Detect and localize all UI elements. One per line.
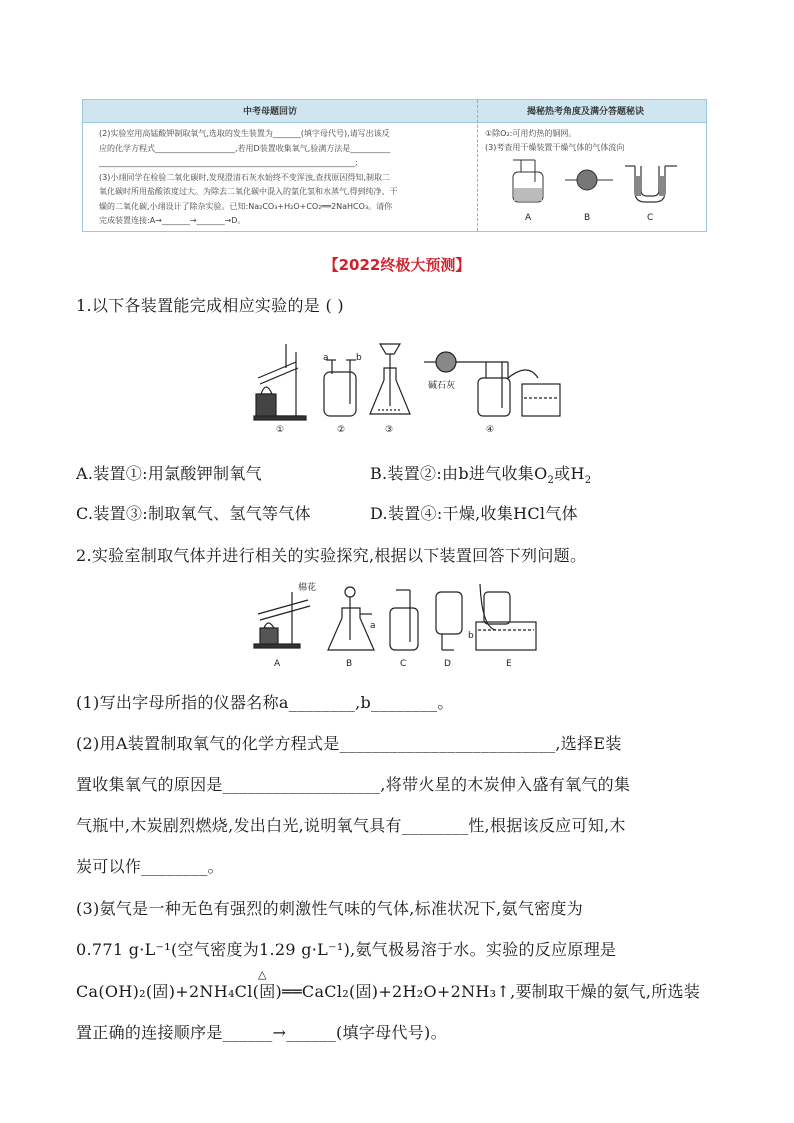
ref-line: (3)小翊同学在检验二氧化碳时,发现澄清石灰水始终不变浑浊,查找原因得知,制取二 [99, 172, 390, 182]
fig1-label-4: ④ [486, 425, 495, 435]
fig2-label-b-pointer: b [468, 631, 474, 641]
ref-line: 完成装置连接:A→_______→_______→D。 [99, 216, 246, 225]
q2-apparatus-figure [252, 578, 550, 672]
q2-part-2-line-3: 气瓶中,木炭剧烈燃烧,发出白光,说明氧气具有________性,根据该反应可知,木 [76, 816, 626, 835]
heating-apparatus-icon [254, 344, 306, 420]
fig-label-b: B [584, 213, 591, 223]
cotton-label: 棉花 [298, 583, 317, 593]
subscript: 2 [547, 475, 555, 487]
q2-stem: 2.实验室制取气体并进行相关的实验探究,根据以下装置回答下列问题。 [76, 546, 587, 565]
bottle-a-icon [513, 160, 543, 202]
fig2-label-d: D [444, 659, 451, 669]
soda-lime-label: 碱石灰 [428, 381, 456, 391]
fig1-label-2: ② [337, 425, 346, 435]
q1-apparatus-figure [246, 334, 568, 436]
fig1-label-a: a [323, 353, 329, 363]
reference-right-text [485, 127, 700, 155]
ref-tip: ①除O₂:可用灼热的铜网。 [485, 129, 577, 138]
subscript: 2 [584, 475, 592, 487]
q1-option-a: A.装置①:用氯酸钾制氧气 [76, 464, 262, 483]
q2-part-1: (1)写出字母所指的仪器名称a________,b________。 [76, 693, 454, 712]
conical-flask-icon [370, 344, 410, 414]
reference-table-header [83, 100, 706, 123]
gas-bottle-icon [324, 360, 356, 416]
fig1-label-b: b [356, 353, 362, 363]
q2-part-3-line-3 [76, 979, 700, 1002]
reference-table [82, 99, 707, 232]
fig1-label-1: ① [276, 425, 285, 435]
q2-part-3-line-1: (3)氨气是一种无色有强烈的刺激性气味的气体,标准状况下,氨气密度为 [76, 899, 584, 918]
drying-apparatus-figure [485, 152, 700, 230]
fig2-label-a: A [274, 659, 281, 669]
q1-option-c: C.装置③:制取氧气、氢气等气体 [76, 504, 311, 523]
q2-part-2-line-1: (2)用A装置制取氧气的化学方程式是__________________________,选择E装 [76, 734, 622, 753]
fig-label-c: C [647, 213, 654, 223]
inverted-bottle-icon [436, 592, 462, 650]
ref-line: 燥的二氧化碳,小翊设计了除杂实验。已知:Na₂CO₃+H₂O+CO₂══2NaHCO₃。请你 [99, 201, 393, 211]
q1-option-b [370, 461, 591, 486]
fig2-label-e: E [506, 659, 512, 669]
ref-line: 应的化学方程式____________________,若用D装置收集氧气,验满方法是__________ [99, 143, 391, 153]
right-header: 揭秘热考角度及满分答题秘诀 [527, 107, 645, 117]
fig2-label-b: B [346, 659, 353, 669]
fig1-label-3: ③ [385, 425, 394, 435]
fig2-label-a-pointer: a [370, 621, 376, 631]
ref-line: (2)实验室用高锰酸钾制取氧气,选取的发生装置为_______(填字母代号),请写出该反 [99, 129, 390, 138]
q1-option-d: D.装置④:干燥,收集HCl气体 [370, 504, 578, 523]
drying-tube-icon [565, 170, 613, 190]
ref-line: ________________________________________________________________; [99, 158, 358, 167]
q1-stem: 1.以下各装置能完成相应实验的是 ( ) [76, 296, 344, 315]
forecast-title: 【2022终极大预测】 [323, 256, 471, 274]
water-trough-icon [476, 584, 536, 650]
conical-flask-icon [328, 587, 374, 650]
fig-label-a: A [525, 213, 532, 223]
heating-apparatus-icon [254, 592, 310, 648]
gas-bottle-icon [390, 590, 418, 650]
left-header: 中考母题回访 [243, 107, 298, 117]
q2-part-2-line-4: 炭可以作________。 [76, 857, 224, 876]
q2-part-2-line-2: 置收集氧气的原因是___________________,将带火星的木炭伸入盛有氧气的集 [76, 775, 631, 794]
reaction-equation: Ca(OH)₂(固)+2NH₄Cl(固)══CaCl₂(固)+2H₂O+2NH₃↑,要制取干燥的氨气,所选装 [76, 982, 701, 1001]
fig2-label-c: C [400, 659, 407, 669]
q2-part-3-line-2: 0.771 g·L⁻¹(空气密度为1.29 g·L⁻¹),氨气极易溶于水。实验的反应原理是 [76, 940, 617, 959]
heat-symbol: △ [258, 968, 267, 981]
q1-option-b-text: 或H [554, 464, 585, 483]
q1-option-b-text: B.装置②:由b进气收集O [370, 464, 548, 483]
q2-part-3-line-4: 置正确的连接顺序是______→______(填字母代号)。 [76, 1023, 447, 1042]
ref-tip: (3)考查用干燥装置干燥气体的气体流向 [485, 143, 625, 152]
reference-left-text [99, 127, 474, 229]
u-tube-icon [625, 166, 677, 202]
table-divider [477, 100, 478, 231]
ref-line: 氧化碳时所用盐酸浓度过大。为除去二氧化碳中混入的氯化氢和水蒸气,得到纯净、干 [99, 187, 398, 196]
